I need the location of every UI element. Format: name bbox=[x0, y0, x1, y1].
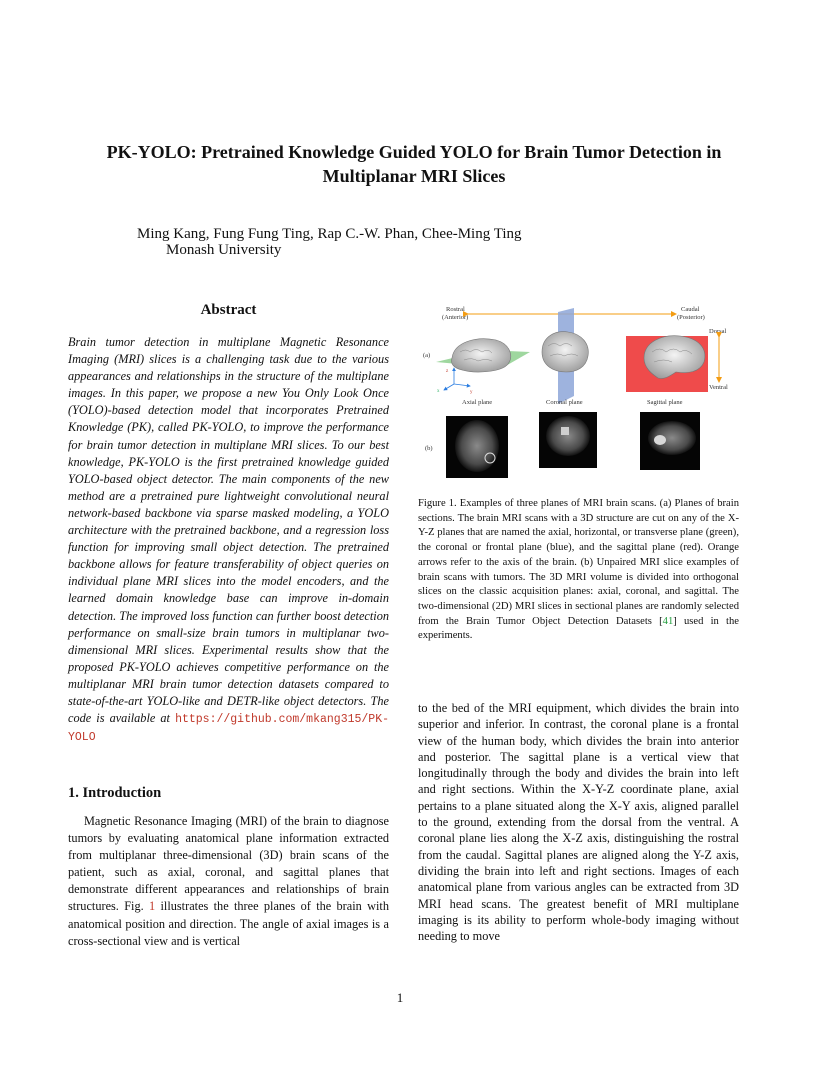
sagittal-plane-label: Sagittal plane bbox=[647, 399, 683, 406]
posterior-label: (Posterior) bbox=[677, 314, 705, 321]
brain-axial bbox=[451, 339, 510, 372]
caption-text-a: Figure 1. Examples of three planes of MRI brain scans. (a) Planes of brain sections. The brain MRI scans with a 3D structure are cut on any of the X-Y-Z planes that are named the axial, horizontal, or transverse plane (green), the coronal or frontal plane (blue), and the sagittal plane (red). Orange arrows refer to the axis of the brain. (b) Unpaired MRI slice examples of brain scans with tumors. The 3D MRI volume is divided into orthogonal slices on the classic acquisition planes: axial, coronal, and sagittal. The two-dimensional (2D) MRI slices in sectional planes are randomly selected from the Brain Tumor Object Detection Datasets [ bbox=[418, 498, 739, 627]
axial-plane-label: Axial plane bbox=[462, 399, 493, 406]
panel-a-label: (a) bbox=[423, 352, 431, 359]
y-axis bbox=[454, 384, 470, 386]
x-axis bbox=[444, 384, 454, 390]
paper-title: PK-YOLO: Pretrained Knowledge Guided YOLO for Brain Tumor Detection in Multiplanar MRI Slices bbox=[106, 142, 722, 186]
affiliation: Monash University bbox=[166, 242, 282, 258]
figure-reference[interactable]: 1 bbox=[149, 899, 156, 914]
code-link[interactable]: https://github.com/mkang315/PK-YOLO bbox=[68, 713, 389, 745]
caudal-label: Caudal bbox=[681, 306, 700, 313]
author-list: Ming Kang, Fung Fung Ting, Rap C.-W. Phan, Chee-Ming Ting bbox=[137, 226, 522, 242]
x-axis-label: x bbox=[437, 389, 440, 394]
intro-text-a: Magnetic Resonance Imaging (MRI) of the brain to diagnose tumors by evaluating anatomical plane information extracted from multiplanar three-dimensional (3D) brain scans of the patient, such as axial, coronal, and sagittal planes that demonstrate different appearances and relationships of brain structures. Fig. bbox=[68, 814, 389, 914]
z-axis-label: z bbox=[446, 369, 449, 374]
intro-body bbox=[68, 813, 389, 950]
abstract-text: Brain tumor detection in multiplane Magnetic Resonance Imaging (MRI) slices is a challenging task due to the various appearances and relationships in the structure of the multiplane images. In this paper, we propose a new You Only Look Once (YOLO)-based detection model that incorporates Pretrained Knowledge (PK), called PK-YOLO, to improve the performance for brain tumor detection in multiplane MRI slices. To our best knowledge, PK-YOLO is the first pretrained knowledge guided YOLO-based object detector. The main components of the new method are a pretrained pure lightweight convolutional neural network-based backbone via sparse masked modeling, a YOLO architecture with the pretrained backbone, and a regression loss function for improving small object detection. The pretrained backbone allows for feature transferability of object queries on individual plane MRI slices into the model encoders, and the learned domain knowledge base can improve in-domain detection. The improved loss function can further boost detection performance on small-size brain tumors in multiplanar two-dimensional MRI slices. Experimental results show that the proposed PK-YOLO achieves competitive performance on the multiplanar MRI brain tumor detection datasets compared to state-of-the-art YOLO-like and DETR-like object detectors. The code is available at bbox=[68, 335, 389, 726]
caption-text-b: ] used in the experiments. bbox=[418, 615, 739, 642]
panel-b-label: (b) bbox=[425, 445, 433, 452]
page-number: 1 bbox=[396, 990, 404, 1005]
figure-caption bbox=[418, 497, 739, 644]
citation-reference[interactable]: 41 bbox=[662, 615, 674, 627]
intro-text-b: illustrates the three planes of the brain with anatomical position and direction. The angle of axial images is a cross-sectional view and is vertical bbox=[68, 899, 389, 948]
right-column-text: to the bed of the MRI equipment, which divides the brain into superior and inferior. In contrast, the coronal plane is a frontal view of the human body, which divides the brain into anterior and posterior. The sagittal plane is a vertical view that longitudinally through the body and divides the brain into left and right sections. Within the X-Y-Z coordinate plane, axial pertains to a plane situated along the X-Y axis, aligned parallel to the ground, extending from the dorsal from the ventral. A coronal plane lies along the X-Z axis, distinguishing the rostral from the caudal. Sagittal planes are aligned along the Y-Z axis, dividing the brain into left and right sections. Images of each anatomical plane from various angles can be extracted from 3D MRI head scans. The greatest benefit of MRI multiplane imaging is its ability to perform whole-body imaging without needing to move bbox=[418, 701, 739, 944]
ventral-label: Ventral bbox=[709, 384, 728, 391]
figure-1 bbox=[418, 300, 739, 492]
coronal-plane-label: Coronal plane bbox=[546, 399, 583, 406]
abstract-heading: Abstract bbox=[200, 302, 257, 318]
intro-heading: 1. Introduction bbox=[68, 785, 162, 801]
rostral-label: Rostral bbox=[446, 306, 465, 313]
brain-coronal bbox=[542, 332, 588, 372]
abstract-body bbox=[68, 334, 389, 746]
anterior-label: (Anterior) bbox=[442, 314, 469, 321]
y-axis-label: y bbox=[470, 390, 473, 395]
dorsal-label: Dorsal bbox=[709, 328, 727, 335]
